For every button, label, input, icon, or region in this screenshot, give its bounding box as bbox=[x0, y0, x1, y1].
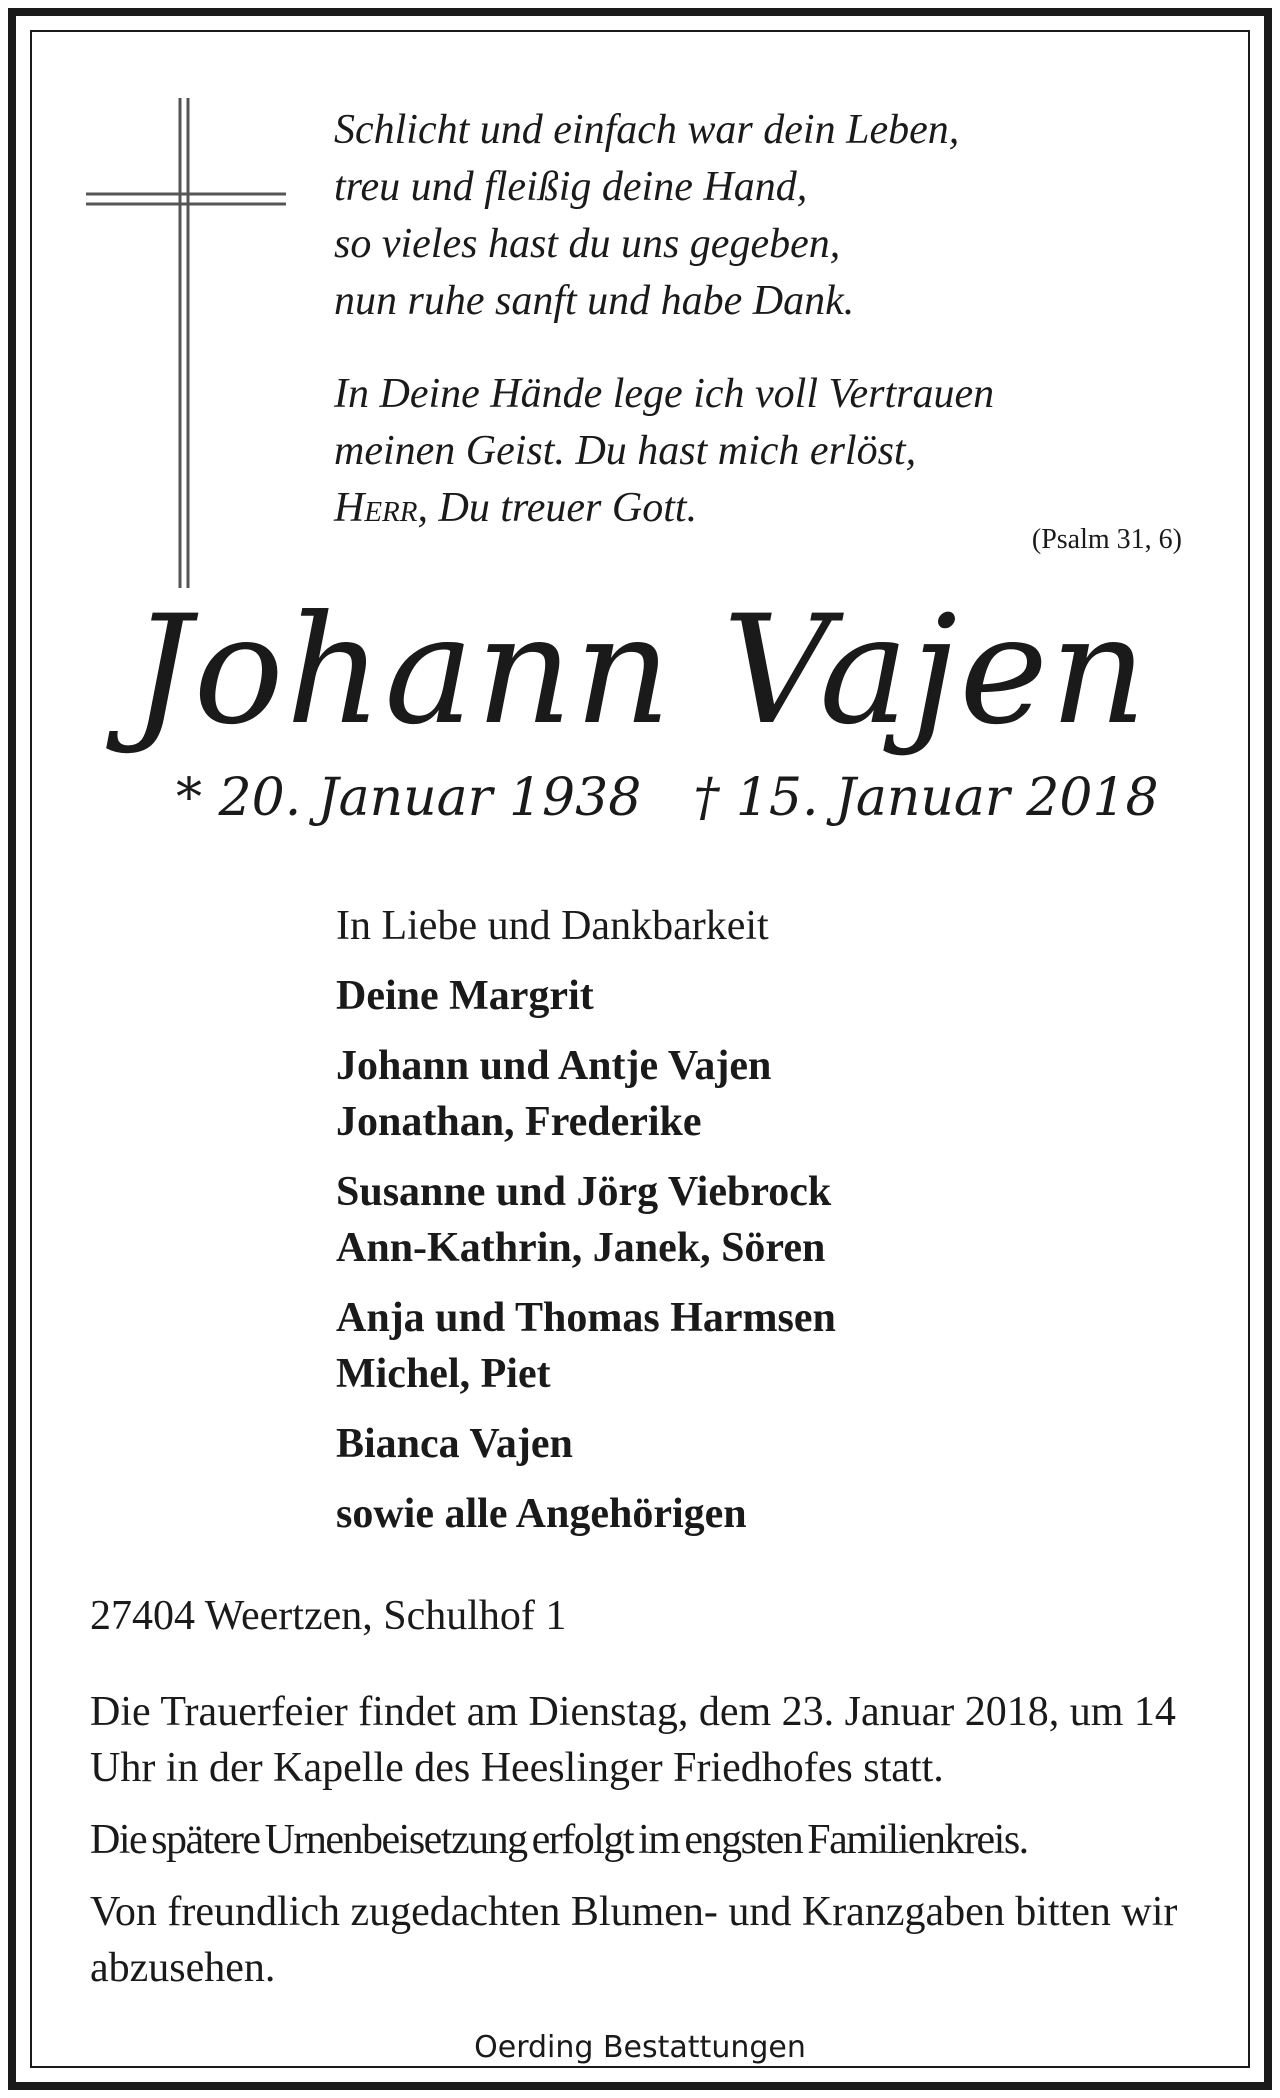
family-line: Ann-Kathrin, Janek, Sören bbox=[336, 1225, 826, 1271]
family-line: Susanne und Jörg Viebrock bbox=[336, 1169, 832, 1215]
family-intro: In Liebe und Dankbarkeit bbox=[336, 903, 769, 949]
family-line: Johann und Antje Vajen bbox=[336, 1043, 772, 1089]
verse-line: meinen Geist. Du hast mich erlöst, bbox=[334, 428, 917, 474]
lord-smallcaps: Herr bbox=[334, 485, 418, 531]
family-line: Anja und Thomas Harmsen bbox=[336, 1295, 836, 1341]
address: 27404 Weertzen, Schulhof 1 bbox=[90, 1593, 567, 1639]
family-line: Deine Margrit bbox=[336, 973, 594, 1019]
birth-date: * 20. Januar 1938 bbox=[176, 768, 642, 828]
verse-line: In Deine Hände lege ich voll Vertrauen bbox=[334, 371, 995, 417]
undertaker-name: Oerding Bestattungen bbox=[474, 2030, 806, 2065]
verse-line bbox=[334, 480, 994, 537]
burial-notice: Die spätere Urnenbeisetzung erfolgt im engsten Familienkreis. bbox=[90, 1817, 1028, 1863]
family-group bbox=[336, 1164, 836, 1276]
family-line: Michel, Piet bbox=[336, 1351, 551, 1397]
family-group bbox=[336, 1038, 836, 1150]
service-notice: Die Trauerfeier findet am Dienstag, dem 23. Januar 2018, um 14 Uhr in der Kapelle des Heeslinger Friedhofes statt. bbox=[90, 1689, 1176, 1791]
verse-line-rest: , Du treuer Gott. bbox=[417, 485, 698, 531]
family-line: Bianca Vajen bbox=[336, 1421, 573, 1467]
cross-icon bbox=[86, 98, 296, 598]
life-dates bbox=[176, 768, 1159, 828]
death-date: † 15. Januar 2018 bbox=[693, 768, 1159, 828]
family-group bbox=[336, 1416, 836, 1472]
family-line: Jonathan, Frederike bbox=[336, 1099, 702, 1145]
family-line: sowie alle Angehörigen bbox=[336, 1491, 747, 1537]
verse-line: treu und fleißig deine Hand, bbox=[334, 164, 808, 210]
funeral-notices bbox=[90, 1684, 1230, 2012]
deceased-name: Johann Vajen bbox=[131, 584, 1149, 758]
family-list bbox=[336, 898, 836, 1556]
bible-verse bbox=[334, 102, 994, 537]
verse-line: Schlicht und einfach war dein Leben, bbox=[334, 107, 960, 153]
family-group bbox=[336, 1486, 836, 1542]
flowers-notice: Von freundlich zugedachten Blumen- und Kranzgaben bitten wir abzusehen. bbox=[90, 1889, 1178, 1991]
verse-line: nun ruhe sanft und habe Dank. bbox=[334, 278, 855, 324]
family-group bbox=[336, 1290, 836, 1402]
verse-line: so vieles hast du uns gegeben, bbox=[334, 221, 841, 267]
family-group bbox=[336, 968, 836, 1024]
obituary-frame bbox=[8, 8, 1272, 2090]
psalm-citation: (Psalm 31, 6) bbox=[1031, 524, 1182, 555]
